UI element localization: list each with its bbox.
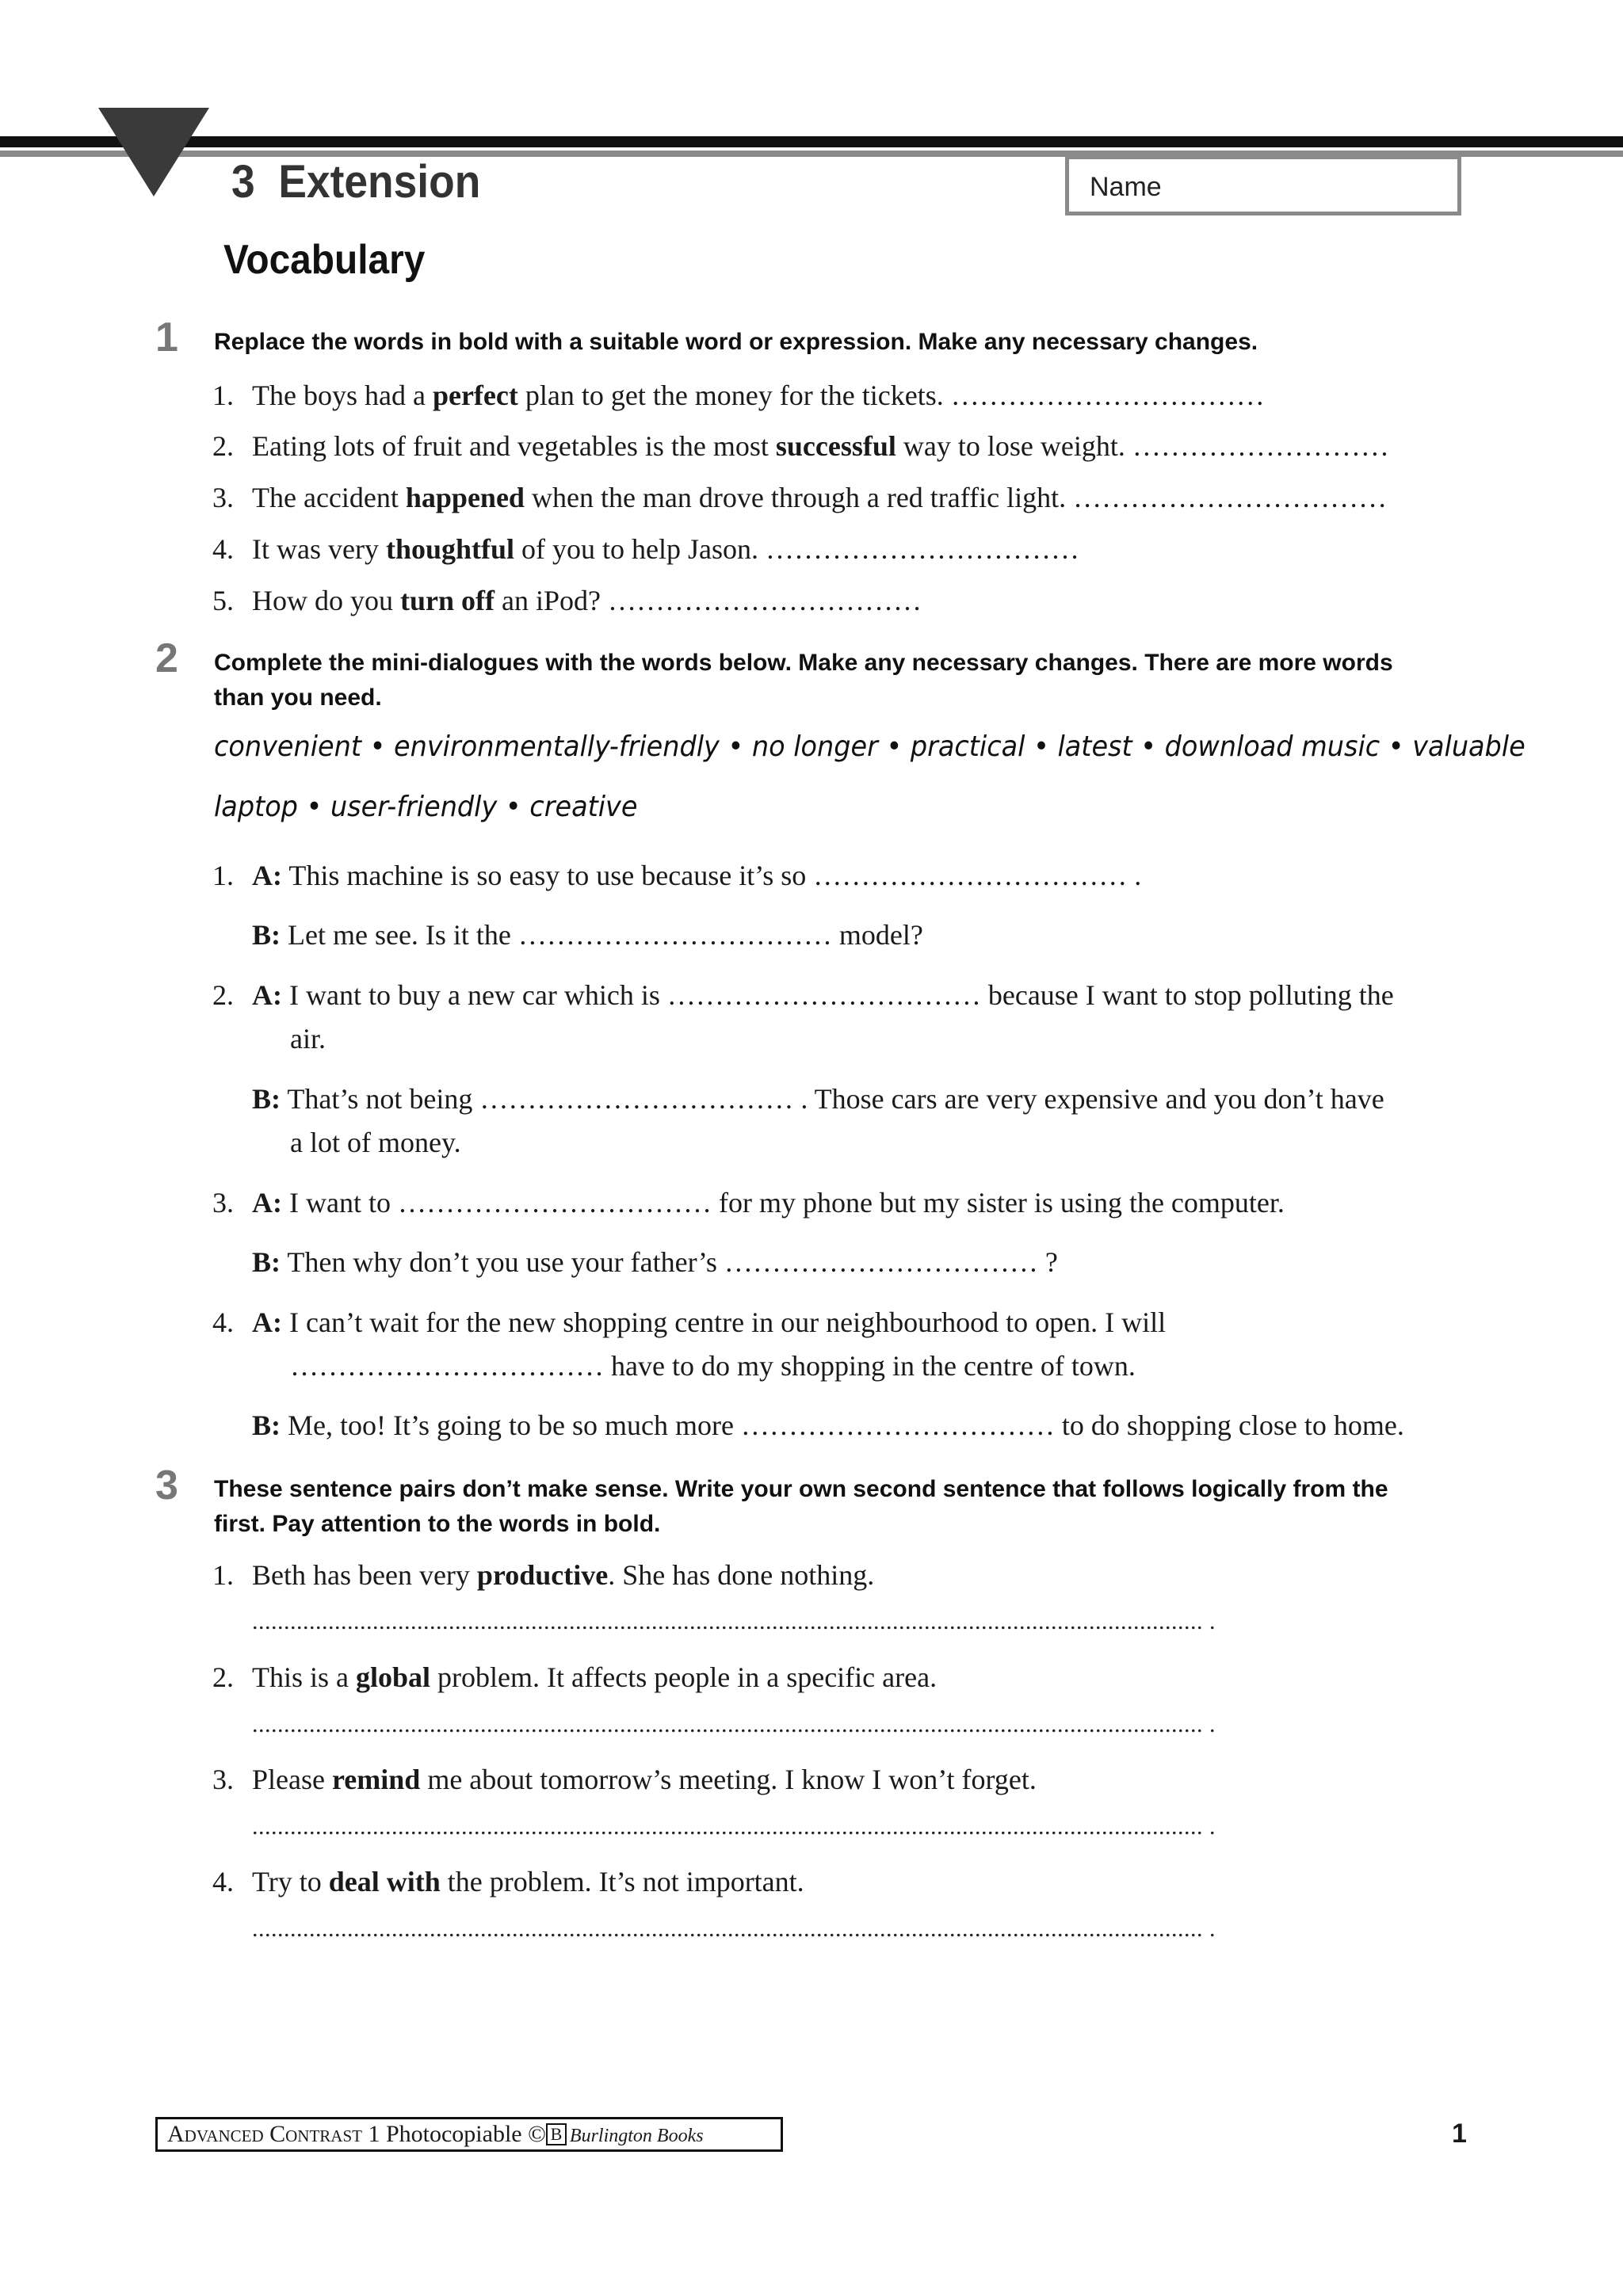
dialogue-line: 1. A: This machine is so easy to use because it’s so …………………………… . <box>212 860 1142 891</box>
exercise-instruction: These sentence pairs don’t make sense. Write your own second sentence that follows logically from the first. Pay attention to the words in bold. <box>214 1476 1388 1537</box>
publisher-logo-icon: B <box>546 2123 567 2145</box>
answer-line[interactable]: ...................................................................................................................................................... . <box>252 1711 1216 1737</box>
dialogue-line: 2. A: I want to buy a new car which is …………………………… because I want to stop polluting the <box>212 979 1394 1011</box>
footer-credit: Advanced Contrast 1 Photocopiable © B Burlington Books <box>155 2117 783 2152</box>
dialogue-line: B: That’s not being …………………………… . Those cars are very expensive and you don’t have <box>252 1083 1384 1115</box>
list-item: 3. The accident happened when the man drove through a red traffic light. …………………………… <box>212 482 1388 513</box>
dialogue-line-continued: a lot of money. <box>290 1127 461 1158</box>
list-item: 2. Eating lots of fruit and vegetables is the most successful way to lose weight. ……………………… <box>212 430 1389 462</box>
dialogue-line: 3. A: I want to …………………………… for my phone but my sister is using the computer. <box>212 1187 1285 1219</box>
exercise-number: 1 <box>155 315 178 360</box>
exercise-instruction: Complete the mini-dialogues with the words below. Make any necessary changes. There are more words than you need. <box>214 650 1393 711</box>
list-item: 1. Beth has been very productive. She has done nothing. <box>212 1559 875 1591</box>
page-number: 1 <box>1452 2119 1467 2149</box>
word-bank-line: convenient • environmentally-friendly • no longer • practical • latest • download music • valuable <box>214 730 1526 763</box>
list-item: 2. This is a global problem. It affects people in a specific area. <box>212 1661 938 1693</box>
name-field[interactable] <box>1065 155 1461 215</box>
exercise-number: 3 <box>155 1463 178 1508</box>
name-label: Name <box>1090 172 1162 202</box>
exercise-instruction: Replace the words in bold with a suitable word or expression. Make any necessary changes. <box>214 329 1258 355</box>
exercise-number: 2 <box>155 635 178 681</box>
triangle-marker-icon <box>98 108 209 196</box>
header-rule <box>0 136 1623 147</box>
dialogue-line-continued: …………………………… have to do my shopping in the centre of town. <box>290 1350 1136 1382</box>
section-title: Vocabulary <box>223 237 426 283</box>
dialogue-line: B: Me, too! It’s going to be so much more …………………………… to do shopping close to home. <box>252 1409 1404 1441</box>
dialogue-line: 4. A: I can’t wait for the new shopping centre in our neighbourhood to open. I will <box>212 1306 1167 1338</box>
list-item: 4. Try to deal with the problem. It’s not important. <box>212 1866 804 1897</box>
list-item: 4. It was very thoughtful of you to help Jason. …………………………… <box>212 533 1079 565</box>
dialogue-line-continued: air. <box>290 1023 326 1055</box>
unit-title: 3 Extension <box>231 156 481 208</box>
dialogue-line: B: Let me see. Is it the …………………………… model? <box>252 919 923 951</box>
answer-line[interactable]: ...................................................................................................................................................... . <box>252 1916 1216 1942</box>
answer-line[interactable]: ...................................................................................................................................................... . <box>252 1608 1216 1634</box>
list-item: 3. Please remind me about tomorrow’s meeting. I know I won’t forget. <box>212 1764 1037 1795</box>
list-item: 1. The boys had a perfect plan to get the money for the tickets. …………………………… <box>212 379 1265 411</box>
list-item: 5. How do you turn off an iPod? …………………………… <box>212 585 922 616</box>
dialogue-line: B: Then why don’t you use your father’s …………………………… ? <box>252 1246 1058 1278</box>
word-bank-line: laptop • user-friendly • creative <box>214 791 638 823</box>
answer-line[interactable]: ...................................................................................................................................................... . <box>252 1814 1216 1840</box>
